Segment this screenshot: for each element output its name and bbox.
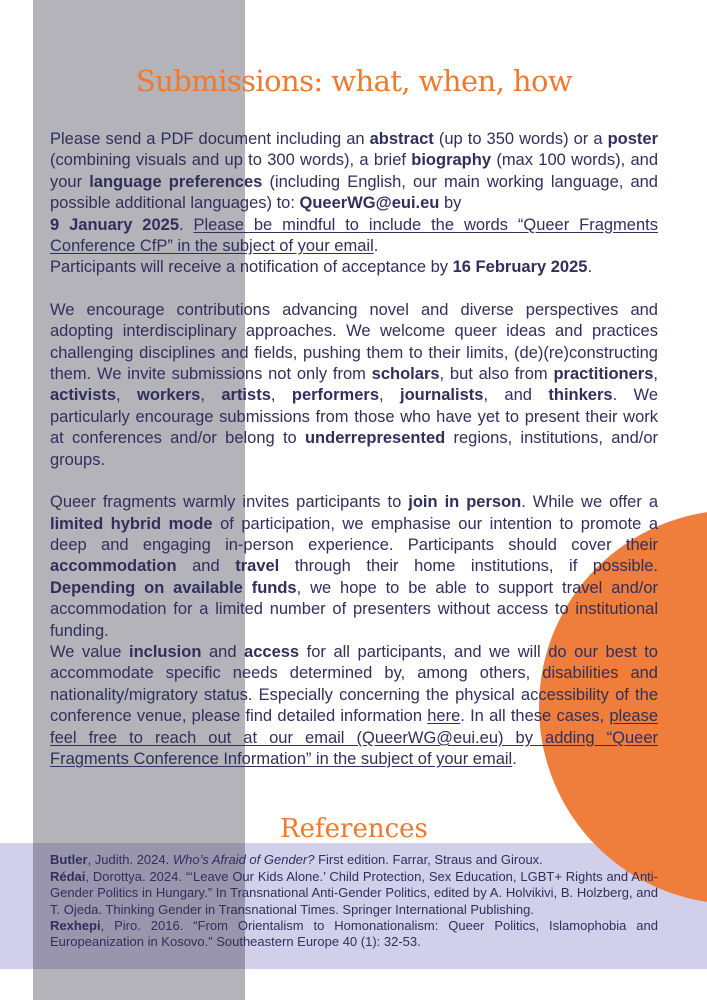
body-paragraph-encouraged-contributions	[50, 300, 658, 471]
text-run: We value	[50, 642, 129, 661]
text-run: 9 January 2025	[50, 215, 179, 234]
text-run: Rexhepi	[50, 918, 101, 933]
text-run: abstract	[369, 130, 434, 148]
text-run: travel	[235, 557, 280, 576]
text-run: ,	[653, 365, 658, 384]
text-run: Depending on available funds	[50, 578, 297, 597]
text-run: language preferences	[89, 172, 263, 191]
text-run: , Judith. 2024.	[87, 852, 173, 868]
text-run: journalists	[400, 386, 484, 405]
text-run: for all participants, and we will do our best to accommodate specific needs determined by, among others, disabilities and nationality/migratory status. Especially concerning the physical accessibility of the conference venue, please find detailed information	[50, 642, 658, 726]
text-run: .	[373, 237, 379, 256]
references-list	[50, 852, 658, 950]
text-run: , we hope to be able to support travel and/or accommodation for a limited number of presenters without access to institutional funding.	[50, 578, 658, 640]
text-run: ,	[379, 386, 400, 405]
contact-email-link[interactable]: please feel free to reach out at our email (QueerWG@eui.eu) by adding “Queer Fragments Conference Information” in the subject of your email	[50, 707, 658, 768]
text-run: performers	[291, 386, 379, 405]
accessibility-info-link[interactable]: here	[427, 707, 461, 726]
text-run: .	[512, 749, 517, 768]
subject-instruction-link[interactable]: Please be mindful to include the words “Queer Fragments Conference CfP” in the subject of your email	[50, 215, 658, 256]
text-run: ,	[200, 386, 222, 405]
text-run: , Piro. 2016. “From Orientalism to Homonationalism: Queer Politics, Islamophobia and Europeanization in Kosovo.” Southeastern Europe 40 (1): 32-53.	[50, 918, 658, 950]
text-run: , Dorottya. 2024. “‘Leave Our Kids Alone.’ Child Protection, Sex Education, LGBT+ Rights and Anti-Gender Politics in Hungary.” In Transnational Anti-Gender Politics, edited by A. Holvikivi, B. Holzberg, and T. Ojeda. Thinking Gender in Transnational Times. Springer International Publishing.	[50, 868, 658, 917]
text-run: Please send a PDF document including an	[50, 130, 370, 148]
text-run: .	[587, 258, 593, 277]
text-run: We encourage contributions advancing novel and diverse perspectives and adopting interdisciplinary approaches. We welcome queer ideas and practices challenging disciplines and fields, pushing them to their limits, (de)(re)constructing them. We invite submissions not only from	[50, 300, 658, 384]
text-run: workers	[137, 386, 201, 405]
text-run: Rédai	[50, 868, 86, 884]
text-run: underrepresented	[304, 429, 446, 448]
text-run: . We particularly encourage submissions from those who have yet to present their work at conferences and/or belong to	[50, 386, 659, 448]
body-paragraph-submission-instructions	[50, 129, 658, 279]
text-run: Participants will receive a notification of acceptance by	[50, 258, 453, 277]
body-paragraph-participation-mode	[50, 492, 658, 642]
text-run: 16 February 2025	[452, 258, 588, 277]
text-run: and	[176, 557, 236, 576]
page-content	[50, 0, 658, 951]
text-run: Queer fragments warmly invites participants to	[50, 493, 409, 512]
text-run: activists	[50, 386, 117, 405]
text-run: accommodation	[50, 557, 177, 576]
email-link[interactable]: QueerWG@eui.eu	[299, 194, 440, 213]
references-heading: References	[280, 814, 428, 845]
text-run: biography	[411, 151, 492, 170]
text-run: (combining visuals and up to 300 words), a brief	[50, 151, 412, 170]
text-run: access	[244, 642, 300, 661]
text-run: Butler	[50, 852, 88, 868]
body-paragraph-inclusion-access	[50, 642, 658, 770]
text-run: (including English, our main working language, and possible additional languages) to:	[50, 172, 658, 213]
text-run: , and	[483, 386, 549, 405]
text-run: practitioners	[553, 365, 654, 384]
reference-entry-butler	[50, 852, 658, 868]
text-run: Who’s Afraid of Gender?	[172, 852, 315, 868]
text-run: and	[201, 642, 245, 661]
text-run: limited hybrid mode	[50, 514, 213, 533]
text-run: artists	[221, 386, 271, 405]
text-run: scholars	[371, 365, 440, 384]
text-run: . In all these cases,	[460, 707, 610, 726]
reference-entry-rexhepi	[50, 918, 658, 951]
text-run: thinkers	[548, 386, 613, 405]
text-run: join in person	[408, 493, 522, 512]
text-run: . While we offer a	[521, 493, 658, 512]
body-copy	[50, 129, 658, 770]
text-run: poster	[607, 130, 658, 148]
text-run: ,	[116, 386, 138, 405]
reference-entry-redai	[50, 869, 658, 918]
text-run: through their home institutions, if possible.	[279, 557, 658, 576]
text-run: (max 100 words), and your	[50, 151, 658, 191]
text-run: of participation, we emphasise our intention to promote a deep and engaging in-person experience. Participants should cover their	[50, 514, 658, 554]
text-run: ,	[270, 386, 292, 405]
page-title: Submissions: what, when, how	[135, 64, 573, 98]
text-run: inclusion	[129, 642, 202, 661]
text-run: First edition. Farrar, Straus and Giroux.	[314, 852, 543, 868]
text-run: by	[439, 194, 462, 213]
text-run: (up to 350 words) or a	[433, 130, 608, 148]
text-run: .	[179, 215, 194, 234]
text-run: regions, institutions, and/or groups.	[50, 429, 658, 469]
text-run: , but also from	[439, 365, 554, 384]
